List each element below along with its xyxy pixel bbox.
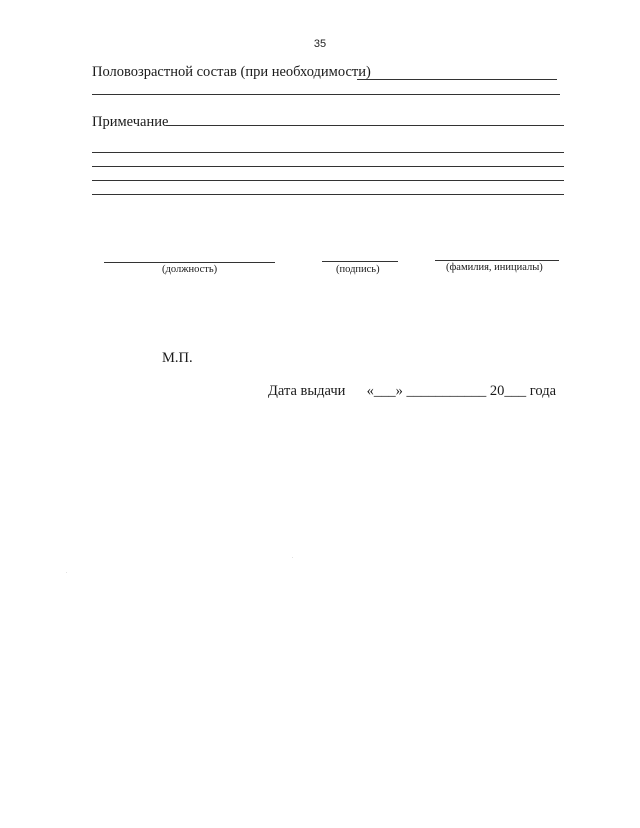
signature-caption: (подпись) bbox=[336, 264, 380, 275]
name-caption: (фамилия, инициалы) bbox=[446, 262, 543, 273]
note-line-3 bbox=[92, 180, 564, 181]
issue-date-month-blank: ___________ bbox=[406, 383, 487, 399]
issue-date-open-quote: « bbox=[366, 383, 374, 399]
composition-fill-line bbox=[357, 79, 557, 80]
issue-date-row bbox=[268, 383, 556, 400]
issue-date-label: Дата выдачи bbox=[268, 383, 346, 399]
issue-date-year-blank: ___ bbox=[504, 383, 527, 399]
note-line-1 bbox=[92, 152, 564, 153]
note-line-4 bbox=[92, 194, 564, 195]
scan-speck bbox=[292, 557, 293, 558]
stamp-label: М.П. bbox=[162, 350, 193, 366]
composition-label: Половозрастной состав (при необходимости) bbox=[92, 64, 371, 80]
issue-date-year-suffix: года bbox=[529, 383, 557, 399]
signature-line bbox=[322, 261, 398, 262]
issue-date-day-blank: ___ bbox=[373, 383, 396, 399]
issue-date-close-quote: » bbox=[395, 383, 403, 399]
position-line bbox=[104, 262, 275, 263]
scan-speck bbox=[66, 572, 67, 573]
note-label: Примечание bbox=[92, 114, 169, 130]
name-line bbox=[435, 260, 559, 261]
composition-continuation-line bbox=[92, 94, 560, 95]
issue-date-year-prefix: 20 bbox=[489, 383, 505, 399]
note-line-2 bbox=[92, 166, 564, 167]
note-fill-line bbox=[166, 125, 564, 126]
position-caption: (должность) bbox=[162, 264, 218, 275]
page-number: 35 bbox=[313, 38, 327, 50]
